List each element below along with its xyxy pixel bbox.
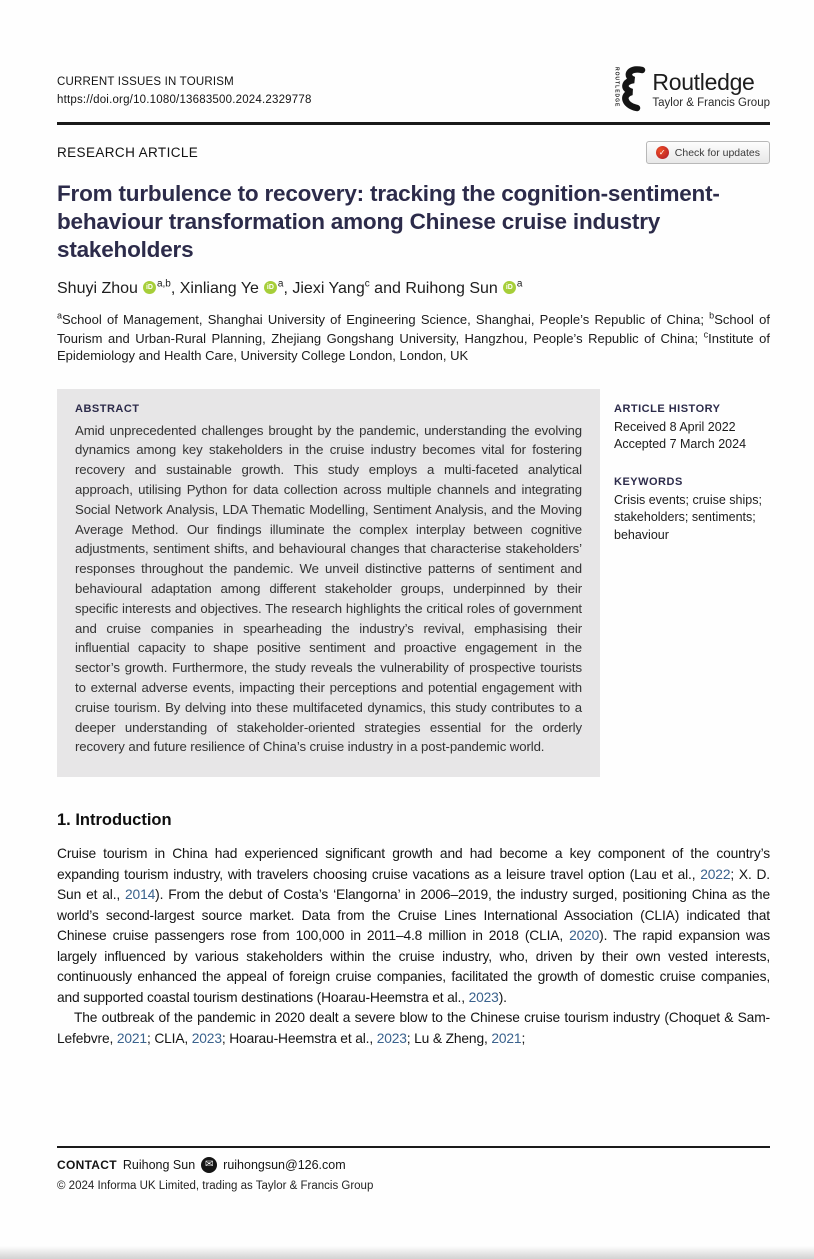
journal-meta (57, 64, 312, 110)
affiliation (57, 312, 709, 327)
check-for-updates-button[interactable] (646, 141, 770, 164)
contact-row (57, 1157, 770, 1173)
abstract-box (57, 389, 600, 778)
intro-paragraph-1: Cruise tourism in China had experienced significant growth and had become a key component of the country’s expanding tourism industry, with travelers choosing cruise vacations as a leisure travel option (Lau et al., 2022; X. D. Sun et al., 2014). From the debut of Costa’s ‘Elangorna’ in 2006–2019, the industry surged, positioning China as the world’s second-largest source market. Data from the Cruise Lines International Association (CLIA) indicated that Chinese cruise passengers rose from 100,000 in 2011–4.8 million in 2018 (CLIA, 2020). The rapid expansion was largely influenced by various stakeholders within the cruise industry, who, driven by their own vested interests, continuously enhanced the appeal of foreign cruise companies, facilitated the growth of domestic cruise companies, and supported coastal tourism destinations (Hoarau-Heemstra et al., 2023). (57, 846, 770, 1005)
publisher-name-block (652, 69, 770, 109)
received-date: Received 8 April 2022 (614, 419, 736, 434)
affiliation-text: School of Management, Shanghai University of Engineering Science, Shanghai, People’s Republic of China; (62, 312, 710, 328)
routledge-logo (613, 64, 770, 114)
citation-link[interactable]: 2021 (116, 1030, 147, 1046)
abstract-section (57, 389, 770, 778)
journal-name: CURRENT ISSUES IN TOURISM (57, 76, 234, 88)
author-name: Jiexi Yang (292, 279, 365, 297)
citation-link[interactable]: 2022 (700, 866, 731, 882)
abstract-heading: ABSTRACT (75, 402, 140, 415)
citation-link[interactable]: 2014 (125, 887, 156, 903)
page-bottom-shade (0, 1246, 814, 1259)
intro-paragraph-2: The outbreak of the pandemic in 2020 dealt a severe blow to the Chinese cruise tourism industry (Choquet & Sam-Lefebvre, 2021; CLIA, 2023; Hoarau-Heemstra et al., 2023; Lu & Zheng, 2021; (57, 1010, 770, 1046)
page-footer (57, 1146, 770, 1192)
affiliations (57, 310, 770, 365)
author-separator: and (369, 279, 406, 297)
affiliation-text: Institute of Epidemiology and Health Care, University College London, London, UK (57, 330, 770, 364)
footer-rule (57, 1146, 770, 1148)
citation-link[interactable]: 2023 (376, 1030, 407, 1046)
contact-name: Ruihong Sun (122, 1158, 196, 1172)
header-rule (57, 122, 770, 125)
author (180, 280, 293, 297)
affiliation-marker: c (703, 329, 709, 340)
author-separator: , (170, 279, 180, 297)
section-heading-introduction: 1. Introduction (57, 811, 172, 830)
author-affiliation-sup: a (516, 278, 523, 290)
publisher-name: Routledge (652, 69, 755, 95)
affiliation-marker: b (709, 310, 715, 321)
author-affiliation-sup: a,b (156, 278, 171, 290)
orcid-icon[interactable] (143, 281, 156, 294)
accepted-date: Accepted 7 March 2024 (614, 437, 747, 452)
contact-email-link[interactable]: ruihongsun@126.com (223, 1158, 346, 1172)
crossmark-icon (656, 146, 669, 159)
author-name: Xinliang Ye (179, 279, 259, 297)
author-affiliation-sup: c (364, 278, 370, 290)
keywords-heading: KEYWORDS (614, 475, 683, 488)
abstract-text: Amid unprecedented challenges brought by the pandemic, understanding the evolving dynamics among key stakeholders in the cruise industry becomes vital for fostering recovery and sustainable growth. This study employs a multi-faceted analytical approach, utilising Python for data collection across multiple channels and integrating Social Network Analysis, LDA Thematic Modelling, Sentiment Analysis, and the Moving Average Method. Our findings illuminate the complex interplay between cognitive adjustments, sentiment shifts, and behavioural changes that characterise stakeholders’ responses throughout the pandemic. We unveil distinctive patterns of sentiment and behavioural adaptation among different stakeholder groups, underpinned by their specific interests and objectives. The research highlights the critical roles of government and cruise companies in spearheading the industry’s revival, emphasising their influential capacity to shape positive sentiment and proactive engagement in the sector’s growth. Furthermore, the study reveals the vulnerability of prospective tourists to external adverse events, impacting their perceptions and potential engagement with cruise tourism. By delving into these multifaceted dynamics, this study contributes to a deeper understanding of stakeholder-oriented strategies essential for the orderly recovery and future resilience of China’s cruise industry in a post-pandemic world. (75, 422, 582, 755)
page-header (57, 0, 770, 114)
article-history-dates (614, 419, 770, 454)
orcid-icon[interactable] (503, 281, 516, 294)
article-history-heading: ARTICLE HISTORY (614, 402, 721, 415)
citation-link[interactable]: 2023 (191, 1030, 222, 1046)
keywords-text: Crisis events; cruise ships; stakeholders; sentiments; behaviour (614, 492, 762, 542)
publisher-tagline: Taylor & Francis Group (652, 97, 770, 109)
article-type-label: RESEARCH ARTICLE (57, 145, 199, 160)
author (405, 280, 522, 297)
article-meta-column (614, 389, 770, 778)
doi-link[interactable]: https://doi.org/10.1080/13683500.2024.2329778 (57, 93, 312, 106)
citation-link[interactable]: 2021 (491, 1030, 522, 1046)
affiliation-text: School of Tourism and Urban-Rural Planning, Zhejiang Gongshang University, Hangzhou, People’s Republic of China; (57, 312, 770, 346)
email-icon (201, 1157, 217, 1173)
article-type-row (57, 141, 770, 164)
orcid-icon[interactable] (264, 281, 277, 294)
author-affiliation-sup: a (277, 278, 284, 290)
contact-label: CONTACT (57, 1158, 117, 1172)
article-title: From turbulence to recovery: tracking the cognition-sentiment-behaviour transformation among Chinese cruise industry stakeholders (57, 181, 720, 263)
affiliation-marker: a (57, 310, 63, 321)
citation-link[interactable]: 2023 (468, 989, 499, 1005)
author (57, 280, 180, 297)
author-name: Ruihong Sun (405, 279, 498, 297)
author-name: Shuyi Zhou (57, 279, 138, 297)
author (292, 280, 405, 297)
routledge-vertical-text: ROUTLEDGE (613, 67, 620, 108)
copyright-line: © 2024 Informa UK Limited, trading as Taylor & Francis Group (57, 1180, 374, 1192)
author-list (57, 278, 770, 297)
author-separator: , (283, 279, 293, 297)
citation-link[interactable]: 2020 (569, 928, 600, 944)
routledge-logo-mark (620, 66, 646, 112)
check-for-updates-label: Check for updates (674, 146, 760, 159)
